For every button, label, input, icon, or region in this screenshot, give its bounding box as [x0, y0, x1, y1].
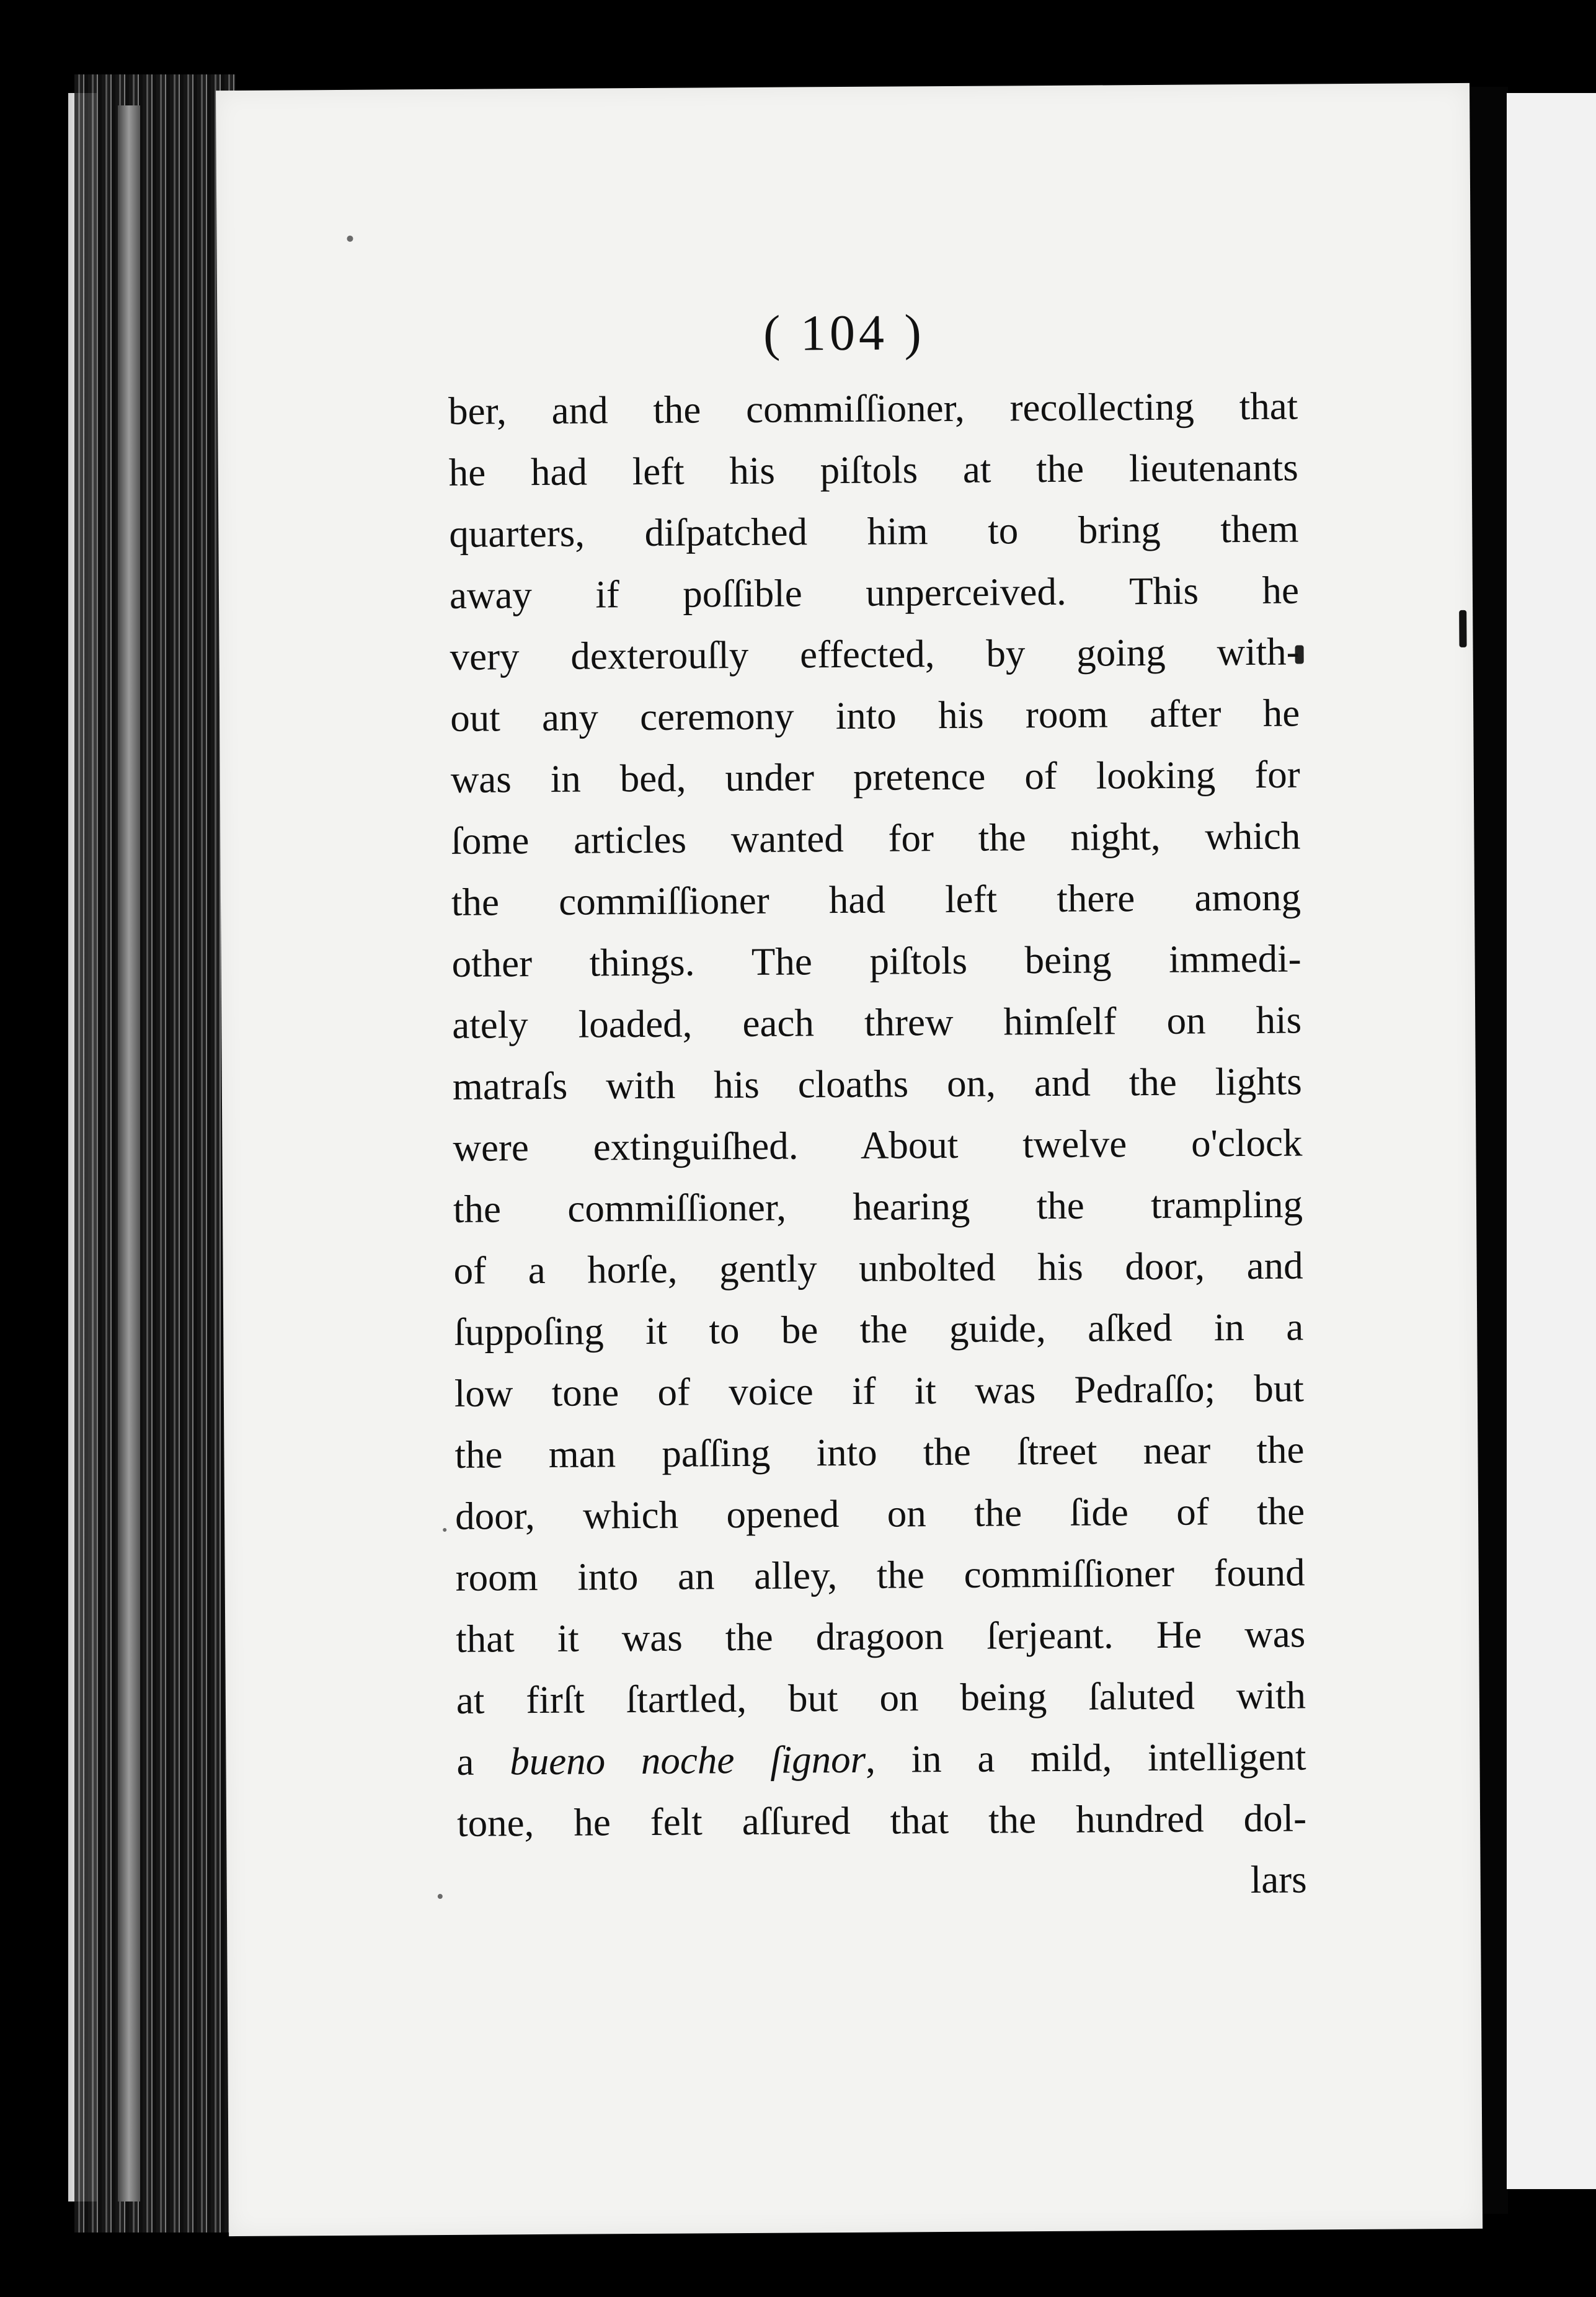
text-line: door, which opened on the ſide of the — [454, 1489, 1305, 1538]
text-line: ſuppoſing it to be the guide, aſked in a — [454, 1305, 1304, 1354]
text-line: matraſs with his cloaths on, and the lights — [452, 1059, 1303, 1108]
text-line: the commiſſioner, hearing the trampling — [453, 1182, 1303, 1231]
text-line: low tone of voice if it was Pedraſſo; but — [454, 1366, 1305, 1415]
text-line: were extinguiſhed. About twelve o'clock — [453, 1121, 1303, 1170]
text-line: ately loaded, each threw himſelf on his — [452, 998, 1302, 1047]
italic-phrase: bueno noche ſignor — [509, 1737, 866, 1784]
page-number: ( 104 ) — [763, 304, 926, 362]
text-line: at firſt ſtartled, but on being ſaluted with — [456, 1673, 1306, 1722]
text-line: was in bed, under pretence of looking for — [450, 752, 1300, 801]
body-text — [448, 376, 1307, 1916]
text-line: ber, and the commiſſioner, recollecting that — [448, 384, 1298, 433]
text-line: the man paſſing into the ſtreet near the — [454, 1428, 1305, 1477]
paper-tear — [1459, 610, 1466, 647]
book-page — [216, 83, 1483, 2236]
text-line: of a horſe, gently unbolted his door, and — [453, 1243, 1303, 1292]
text-line: room into an alley, the commiſſioner found — [455, 1550, 1305, 1599]
book-page-edges — [74, 74, 236, 2233]
text-line: quarters, diſpatched him to bring them — [449, 507, 1299, 556]
paper-speck — [438, 1894, 443, 1899]
text-line: he had left his piſtols at the lieutenants — [448, 445, 1298, 494]
catchword: lars — [1250, 1857, 1307, 1902]
paper-speck — [347, 236, 353, 242]
text-fragment: , in a mild, intelligent — [865, 1735, 1306, 1781]
page-stack-edge-inner — [118, 105, 140, 2201]
text-line: out any ceremony into his room after he — [450, 691, 1300, 740]
text-line-italic-phrase — [456, 1726, 1306, 1792]
text-line: that it was the dragoon ſerjeant. He was — [456, 1612, 1306, 1661]
text-fragment: a — [456, 1739, 510, 1784]
paper-speck — [443, 1528, 446, 1532]
facing-page — [1507, 93, 1596, 2189]
text-line: very dexterouſly effected, by going with- — [450, 629, 1300, 678]
text-line: ſome articles wanted for the night, which — [451, 814, 1301, 863]
text-line: other things. The piſtols being immedi- — [451, 936, 1301, 985]
text-line: tone, he felt aſſured that the hundred dol- — [456, 1796, 1307, 1845]
text-line: away if poſſible unperceived. This he — [449, 568, 1300, 617]
text-line: the commiſſioner had left there among — [451, 875, 1301, 924]
